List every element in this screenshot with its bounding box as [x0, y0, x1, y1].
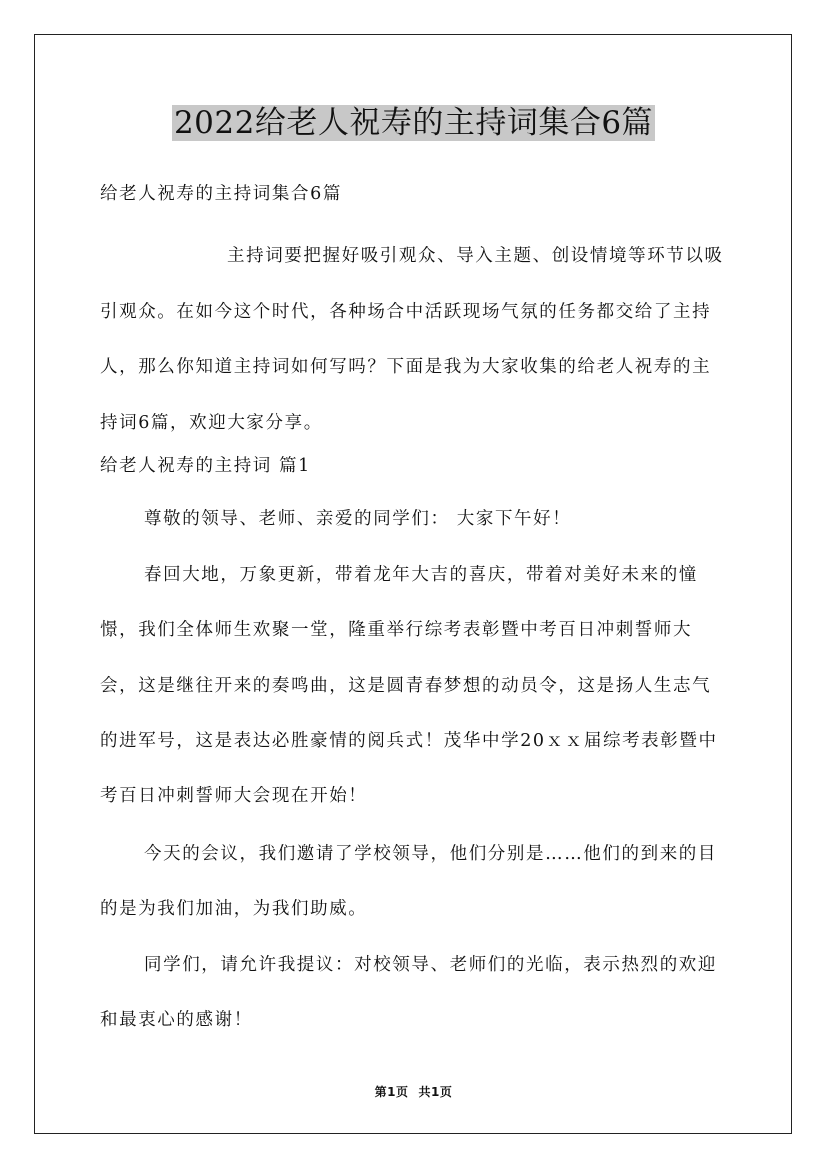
intro-paragraph: 主持词要把握好吸引观众、导入主题、创设情境等环节以吸引观众。在如今这个时代，各种场合中活跃现场气氛的任务都交给了主持人，那么你知道主持词如何写吗？下面是我为大家收集的给老人祝寿的主持词6篇，欢迎大家分享。 [100, 246, 724, 433]
page-total: 共1页 [418, 1085, 453, 1099]
section-heading: 给老人祝寿的主持词 篇1 [100, 456, 311, 476]
greeting-paragraph: 尊敬的领导、老师、亲爱的同学们： 大家下午好！ [144, 509, 572, 529]
document-title-text: 2022给老人祝寿的主持词集合6篇 [173, 105, 654, 141]
page-footer [0, 1083, 827, 1100]
opening-paragraph: 春回大地，万象更新，带着龙年大吉的喜庆，带着对美好未来的憧憬，我们全体师生欢聚一堂，隆重举行综考表彰暨中考百日冲刺誓师大会，这是继往开来的奏鸣曲，这是圆青春梦想的动员令，这是扬人生志气的进军号，这是表达必胜豪情的阅兵式！茂华中学20ｘｘ届综考表彰暨中考百日冲刺誓师大会现在开始！ [100, 565, 718, 807]
page-number: 第1页 [374, 1085, 409, 1099]
document-subtitle: 给老人祝寿的主持词集合6篇 [100, 184, 342, 204]
document-title [0, 100, 827, 146]
welcome-paragraph: 同学们，请允许我提议：对校领导、老师们的光临，表示热烈的欢迎和最衷心的感谢！ [100, 955, 717, 1031]
guests-paragraph: 今天的会议，我们邀请了学校领导，他们分别是……他们的到来的目的是为我们加油，为我们助威。 [100, 844, 717, 920]
